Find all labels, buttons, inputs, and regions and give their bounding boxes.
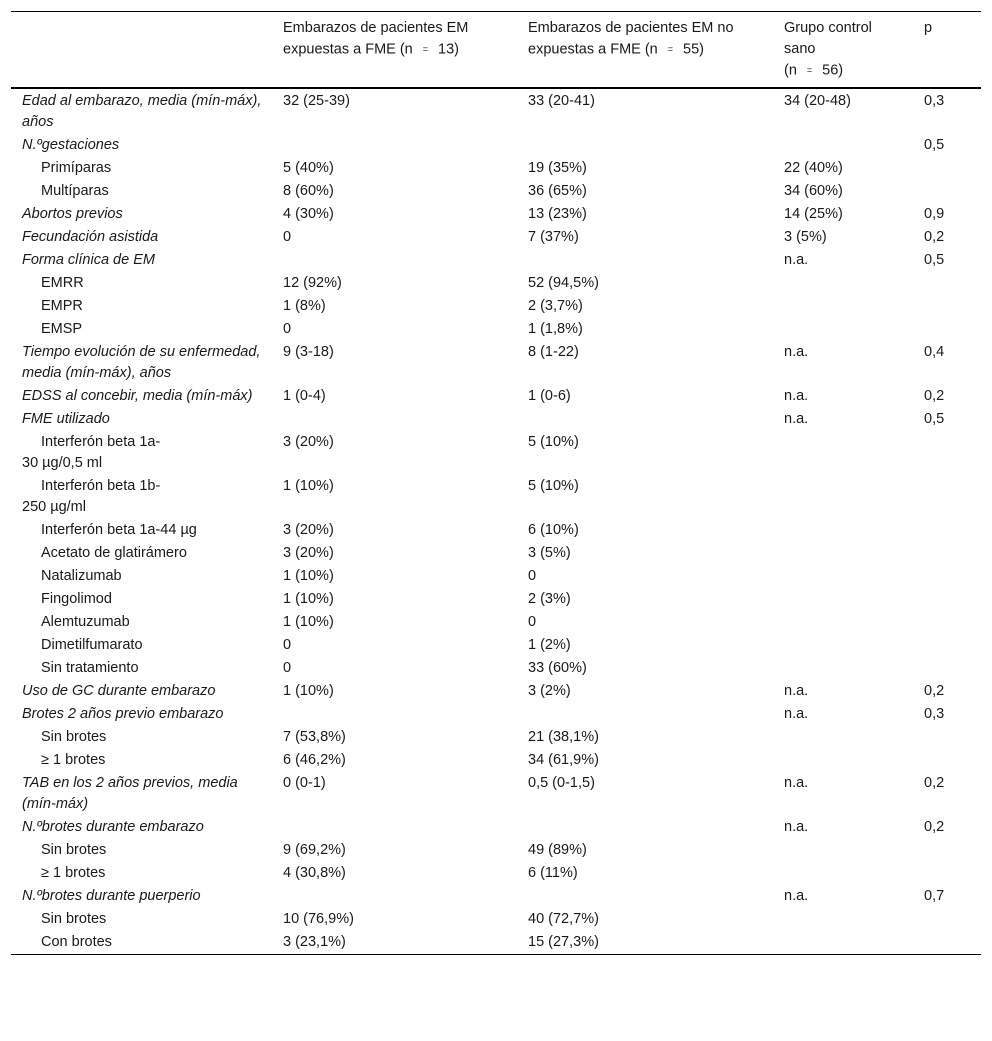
row-label: Tiempo evolución de su enfermedad, media (mín-máx), años: [22, 344, 261, 382]
cell-p: 0,3: [924, 706, 945, 723]
cell-control: [774, 519, 914, 542]
row-label: Natalizumab: [41, 568, 122, 585]
cell-p: [914, 180, 981, 203]
row-label: Con brotes: [41, 934, 112, 951]
cell-control: [774, 908, 914, 931]
cell-no-fme: 0,5 (0-1,5): [528, 775, 595, 792]
row-label: Interferón beta 1a-44 µg: [41, 522, 197, 539]
cell-p: 0,4: [924, 344, 945, 361]
cell-fme: 4 (30,8%): [283, 865, 346, 882]
cell-fme: 5 (40%): [283, 160, 334, 177]
cell-fme: 0: [283, 637, 292, 654]
row-label: Uso de GC durante embarazo: [22, 683, 216, 700]
row-label: N.ºgestaciones: [22, 137, 120, 154]
cell-control: [774, 726, 914, 749]
table-row: [11, 203, 981, 226]
cell-control: [774, 542, 914, 565]
row-label: Interferón beta 1b- 250 µg/ml: [22, 478, 161, 516]
cell-control: [774, 657, 914, 680]
row-label: Sin brotes: [41, 729, 107, 746]
cell-no-fme: 21 (38,1%): [528, 729, 599, 746]
table-row: [11, 318, 981, 341]
cell-no-fme: 52 (94,5%): [528, 275, 599, 292]
cell-control: [774, 272, 914, 295]
cell-control: 3 (5%): [784, 229, 827, 246]
cell-p: [914, 611, 981, 634]
row-label: Dimetilfumarato: [41, 637, 143, 654]
table-row: [11, 542, 981, 565]
cell-p: [914, 272, 981, 295]
cell-no-fme: 33 (20-41): [528, 93, 595, 110]
row-label: Alemtuzumab: [41, 614, 130, 631]
row-label: FME utilizado: [22, 411, 110, 428]
cell-fme: 3 (20%): [283, 545, 334, 562]
cell-p: 0,9: [924, 206, 945, 223]
header-row: [11, 12, 981, 89]
cell-p: [914, 157, 981, 180]
row-label: Fecundación asistida: [22, 229, 159, 246]
table-row: [11, 611, 981, 634]
cell-control: 22 (40%): [784, 160, 843, 177]
table-row: [11, 180, 981, 203]
header-control: Grupo control sano (n = 56): [784, 20, 872, 79]
cell-control: [774, 749, 914, 772]
row-label: EMRR: [41, 275, 84, 292]
cell-control: [774, 431, 914, 475]
header-empty: [11, 12, 273, 89]
cell-no-fme: 40 (72,7%): [528, 911, 599, 928]
cell-no-fme: 1 (2%): [528, 637, 571, 654]
cell-control: n.a.: [784, 775, 809, 792]
cell-p: 0,5: [924, 137, 945, 154]
cell-control: [774, 931, 914, 955]
table-row: [11, 565, 981, 588]
row-label: Abortos previos: [22, 206, 123, 223]
table-row: [11, 88, 981, 134]
cell-p: 0,2: [924, 775, 945, 792]
table-row: [11, 134, 981, 157]
cell-p: [914, 657, 981, 680]
cell-p: [914, 908, 981, 931]
row-label: Fingolimod: [41, 591, 112, 608]
cell-no-fme: 1 (1,8%): [528, 321, 583, 338]
cell-no-fme: 19 (35%): [528, 160, 587, 177]
cell-p: 0,5: [924, 252, 945, 269]
cell-p: [914, 634, 981, 657]
cell-fme: 6 (46,2%): [283, 752, 346, 769]
cell-no-fme: 5 (10%): [528, 478, 579, 495]
table-row: [11, 657, 981, 680]
cell-fme: 9 (69,2%): [283, 842, 346, 859]
cell-fme: 12 (92%): [283, 275, 342, 292]
table-row: [11, 680, 981, 703]
row-label: Forma clínica de EM: [22, 252, 155, 269]
cell-p: [914, 931, 981, 955]
cell-control: [774, 634, 914, 657]
cell-p: 0,2: [924, 819, 945, 836]
cell-fme: 8 (60%): [283, 183, 334, 200]
cell-control: [774, 134, 914, 157]
cell-no-fme: 36 (65%): [528, 183, 587, 200]
row-label: Edad al embarazo, media (mín-máx), años: [22, 93, 262, 131]
cell-control: [774, 839, 914, 862]
cell-no-fme: 15 (27,3%): [528, 934, 599, 951]
cell-control: 14 (25%): [784, 206, 843, 223]
cell-p: [914, 839, 981, 862]
cell-fme: 9 (3-18): [283, 344, 334, 361]
table-row: [11, 385, 981, 408]
cell-fme: 0: [283, 660, 292, 677]
cell-no-fme: 0: [528, 614, 537, 631]
table-row: [11, 908, 981, 931]
cell-no-fme: 5 (10%): [528, 434, 579, 451]
row-label: Sin brotes: [41, 911, 107, 928]
cell-no-fme: 49 (89%): [528, 842, 587, 859]
cell-p: [914, 318, 981, 341]
cell-fme: 1 (10%): [283, 614, 334, 631]
row-label: EMPR: [41, 298, 83, 315]
header-p: p: [924, 20, 933, 36]
cell-p: 0,5: [924, 411, 945, 428]
cell-no-fme: 7 (37%): [528, 229, 579, 246]
table-row: [11, 772, 981, 816]
cell-no-fme: 6 (10%): [528, 522, 579, 539]
cell-no-fme: [518, 249, 774, 272]
cell-no-fme: [518, 816, 774, 839]
cell-control: n.a.: [784, 888, 809, 905]
cell-fme: [273, 134, 518, 157]
cell-no-fme: 1 (0-6): [528, 388, 571, 405]
row-label: Primíparas: [41, 160, 112, 177]
table-row: [11, 519, 981, 542]
cell-control: 34 (20-48): [784, 93, 851, 110]
header-fme: Embarazos de pacientes EM expuestas a FME (n = 13): [283, 20, 469, 58]
cell-p: [914, 862, 981, 885]
cell-no-fme: 3 (2%): [528, 683, 571, 700]
cell-fme: 1 (10%): [283, 683, 334, 700]
table-row: [11, 885, 981, 908]
row-label: TAB en los 2 años previos, media (mín-máx): [22, 775, 238, 813]
table-row: [11, 816, 981, 839]
cell-no-fme: [518, 408, 774, 431]
table-row: [11, 703, 981, 726]
cell-p: [914, 542, 981, 565]
cell-fme: 1 (8%): [283, 298, 326, 315]
cell-control: n.a.: [784, 411, 809, 428]
cell-control: n.a.: [784, 388, 809, 405]
cell-no-fme: 8 (1-22): [528, 344, 579, 361]
cell-no-fme: [518, 703, 774, 726]
cell-fme: 10 (76,9%): [283, 911, 354, 928]
cell-no-fme: 0: [528, 568, 537, 585]
cell-p: 0,3: [924, 93, 945, 110]
table-row: [11, 408, 981, 431]
cell-no-fme: 33 (60%): [528, 660, 587, 677]
cell-control: [774, 611, 914, 634]
cell-no-fme: 2 (3,7%): [528, 298, 583, 315]
row-label: Interferón beta 1a- 30 µg/0,5 ml: [22, 434, 161, 472]
row-label: N.ºbrotes durante puerperio: [22, 888, 201, 905]
cell-control: n.a.: [784, 683, 809, 700]
cell-p: 0,2: [924, 683, 945, 700]
table-row: [11, 931, 981, 955]
row-label: N.ºbrotes durante embarazo: [22, 819, 204, 836]
cell-fme: 3 (23,1%): [283, 934, 346, 951]
cell-no-fme: 2 (3%): [528, 591, 571, 608]
cell-no-fme: 6 (11%): [528, 865, 578, 882]
cell-control: 34 (60%): [784, 183, 843, 200]
cell-control: [774, 565, 914, 588]
cell-control: n.a.: [784, 252, 809, 269]
cell-fme: 3 (20%): [283, 434, 334, 451]
table-row: [11, 341, 981, 385]
cell-no-fme: [518, 885, 774, 908]
cell-control: n.a.: [784, 706, 809, 723]
cell-fme: 32 (25-39): [283, 93, 350, 110]
table-row: [11, 157, 981, 180]
row-label: Brotes 2 años previo embarazo: [22, 706, 224, 723]
table-row: [11, 226, 981, 249]
cell-p: [914, 475, 981, 519]
cell-no-fme: 34 (61,9%): [528, 752, 599, 769]
cell-fme: 1 (10%): [283, 478, 334, 495]
cell-fme: [273, 249, 518, 272]
cell-fme: 3 (20%): [283, 522, 334, 539]
cell-no-fme: [518, 134, 774, 157]
comparison-table: [11, 11, 981, 955]
cell-fme: [273, 408, 518, 431]
table-row: [11, 839, 981, 862]
row-label: ≥ 1 brotes: [41, 752, 106, 769]
cell-p: [914, 726, 981, 749]
cell-p: 0,2: [924, 229, 945, 246]
cell-p: [914, 431, 981, 475]
cell-control: n.a.: [784, 819, 809, 836]
row-label: Sin tratamiento: [41, 660, 139, 677]
row-label: EMSP: [41, 321, 83, 338]
table-row: [11, 726, 981, 749]
cell-p: [914, 749, 981, 772]
table-row: [11, 295, 981, 318]
row-label: Sin brotes: [41, 842, 107, 859]
table-row: [11, 249, 981, 272]
row-label: EDSS al concebir, media (mín-máx): [22, 388, 253, 405]
cell-fme: 7 (53,8%): [283, 729, 346, 746]
cell-no-fme: 13 (23%): [528, 206, 587, 223]
cell-p: [914, 588, 981, 611]
row-label: Acetato de glatirámero: [41, 545, 187, 562]
cell-fme: 0 (0-1): [283, 775, 326, 792]
cell-control: [774, 862, 914, 885]
cell-p: [914, 519, 981, 542]
cell-fme: 0: [283, 321, 292, 338]
cell-control: [774, 318, 914, 341]
cell-control: [774, 588, 914, 611]
cell-fme: 1 (0-4): [283, 388, 326, 405]
cell-no-fme: 3 (5%): [528, 545, 571, 562]
row-label: ≥ 1 brotes: [41, 865, 106, 882]
cell-control: n.a.: [784, 344, 809, 361]
table-row: [11, 749, 981, 772]
table-row: [11, 862, 981, 885]
cell-p: [914, 565, 981, 588]
header-no-fme: Embarazos de pacientes EM no expuestas a FME (n = 55): [528, 20, 734, 58]
cell-fme: 1 (10%): [283, 591, 334, 608]
cell-p: 0,2: [924, 388, 945, 405]
cell-control: [774, 475, 914, 519]
table-row: [11, 588, 981, 611]
table-row: [11, 475, 981, 519]
cell-p: 0,7: [924, 888, 945, 905]
cell-fme: 4 (30%): [283, 206, 334, 223]
cell-control: [774, 295, 914, 318]
cell-fme: [273, 816, 518, 839]
table-row: [11, 431, 981, 475]
cell-fme: 1 (10%): [283, 568, 334, 585]
cell-fme: [273, 885, 518, 908]
table-row: [11, 634, 981, 657]
table-body: [11, 88, 981, 955]
cell-fme: 0: [283, 229, 292, 246]
table-row: [11, 272, 981, 295]
cell-p: [914, 295, 981, 318]
cell-fme: [273, 703, 518, 726]
row-label: Multíparas: [41, 183, 109, 200]
